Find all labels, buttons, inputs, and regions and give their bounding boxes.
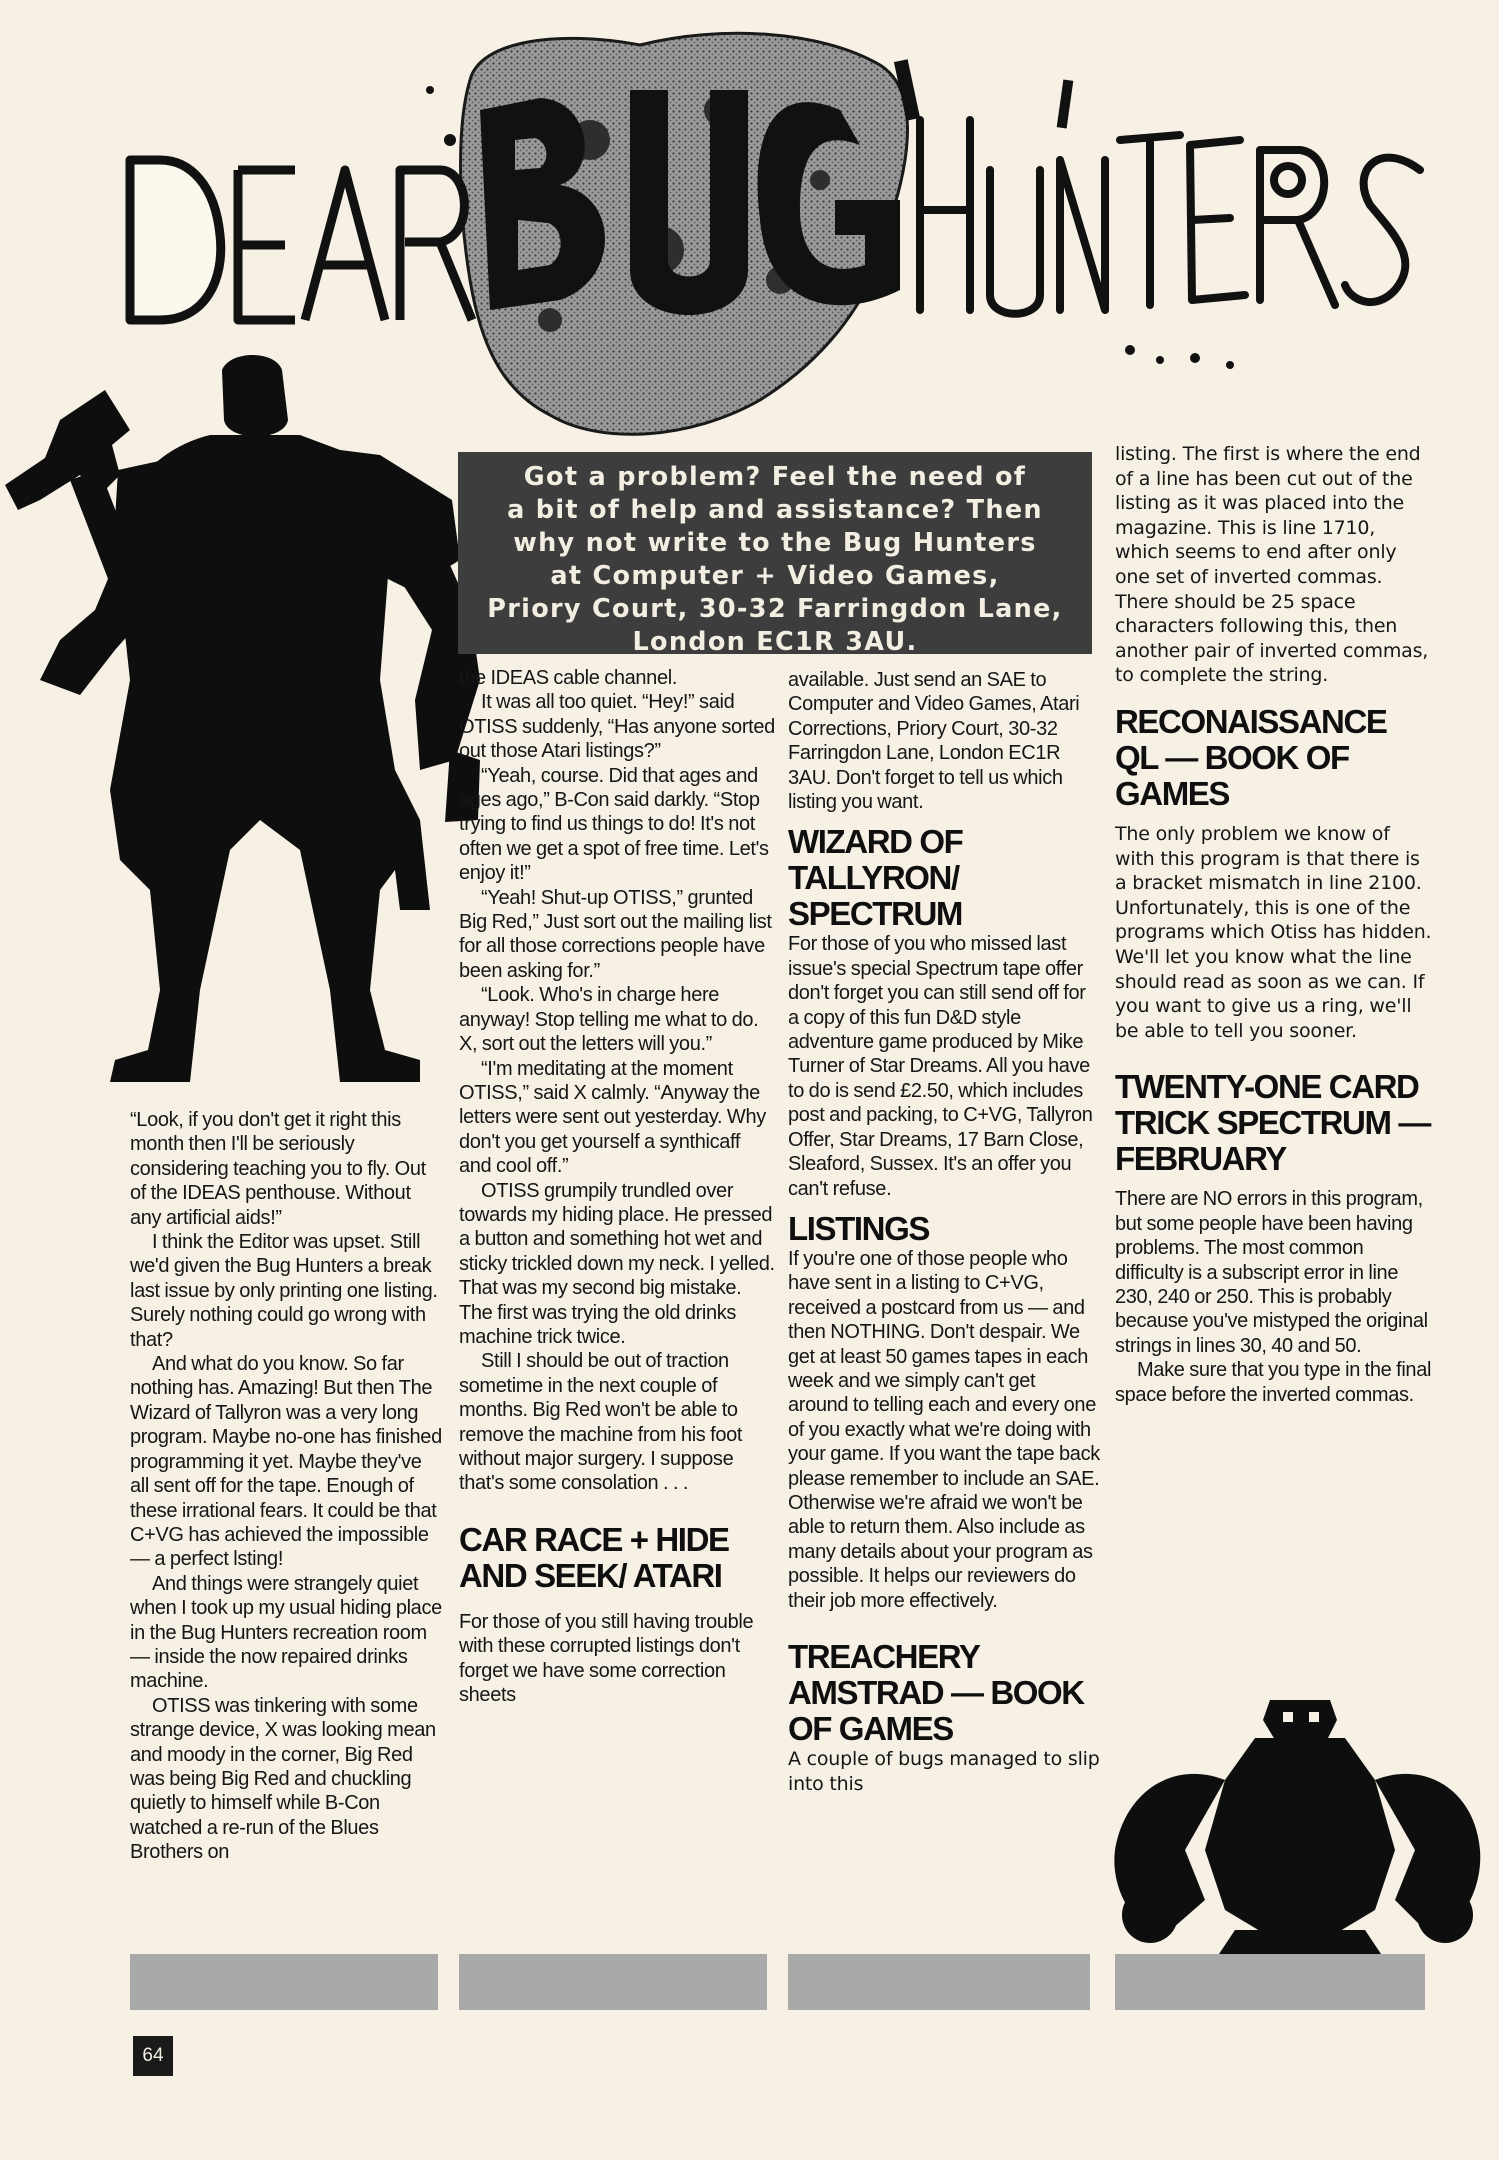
- col2-paragraph: “Yeah! Shut-up OTISS,” grunted Big Red,” Just sort out the mailing list for all those corrections people have been asking for.”: [459, 886, 772, 982]
- intro-text: Got a problem? Feel the need of a bit of help and assistance? Then why not write to the Bug Hunters at Computer + Video Games, Priory Court, 30-32 Farringdon Lane, London EC1R 3AU.: [487, 462, 1063, 657]
- heading-twenty-one-card-trick: TWENTY-ONE CARD TRICK SPECTRUM — FEBRUARY: [1115, 1068, 1430, 1178]
- col4-paragraph: listing. The first is where the end of a line has been cut out of the listing as it was placed into the magazine. This is line 1710, which seems to end after only one set of inverted commas. There should be 25 space characters following this, then another pair of inverted commas, to complete the string.: [1115, 443, 1429, 687]
- col2-paragraph: For those of you still having trouble with these corrupted listings don't forget we have some correction sheets: [459, 1610, 754, 1707]
- soldier-icon: [0, 350, 492, 1110]
- col2-paragraph: “Yeah, course. Did that ages and ages ago,” B-Con said darkly. “Stop trying to find us things to do! It's not often we get a spot of free time. Let's enjoy it!”: [459, 764, 769, 885]
- footer-bar: [459, 1954, 767, 2010]
- col1-paragraph: And what do you know. So far nothing has. Amazing! But then The Wizard of Tallyron was a very long program. Maybe no-one has finished programming it yet. Maybe they've all sent off for the tape. Enough of these irrational fears. It could be that C+VG has achieved the impossible — a perfect lsting!: [130, 1353, 442, 1571]
- heading-reconaissance: RECONAISSANCE QL — BOOK OF GAMES: [1115, 702, 1387, 812]
- col1-paragraph: I think the Editor was upset. Still we'd given the Bug Hunters a break last issue by only printing one listing. Surely nothing could go wrong with that?: [130, 1231, 438, 1351]
- col2-paragraph: It was all too quiet. “Hey!” said OTISS suddenly, “Has anyone sorted out those Atari listings?”: [459, 691, 775, 763]
- col3-paragraph: For those of you who missed last issue's special Spectrum tape offer don't forget you can still send off for a copy of this fun D&D style adventure game produced by Mike Turner of Star Dreams. All you have to do is send £2.50, which includes post and packing, to C+VG, Tallyron Offer, Star Dreams, 17 Barn Close, Sleaford, Sussex. It's an offer you can't refuse.: [788, 933, 1093, 1200]
- col3-paragraph: available. Just send an SAE to Computer and Video Games, Atari Corrections, Priory Court, 30-32 Farringdon Lane, London EC1R 3AU. Don't forget to tell us which listing you want.: [788, 669, 1080, 814]
- footer-bar: [788, 1954, 1090, 2010]
- hunters-letters: [920, 120, 1420, 314]
- robot-silhouette: [1105, 1700, 1485, 1970]
- intro-box: [458, 452, 1092, 657]
- col2-paragraph: OTISS grumpily trundled over towards my hiding place. He pressed a button and something hot wet and sticky trickled down my neck. I yelled. That was my second big mistake. The first was trying the old drinks machine trick twice.: [459, 1179, 775, 1348]
- heading-treachery: TREACHERY AMSTRAD — BOOK OF GAMES: [788, 1638, 1084, 1747]
- page-number: 64: [133, 2036, 173, 2076]
- col2-paragraph: Still I should be out of traction sometime in the next couple of months. Big Red won't be able to remove the machine from his foot without major surgery. I suppose that's some consolation . . .: [459, 1350, 743, 1495]
- soldier-silhouette: [0, 350, 492, 1110]
- col4-paragraph: Make sure that you type in the final space before the inverted commas.: [1115, 1359, 1432, 1406]
- heading-car-race: CAR RACE + HIDE AND SEEK/ ATARI: [459, 1520, 729, 1594]
- footer-bar: [1115, 1954, 1425, 2010]
- col3-paragraph: If you're one of those people who have sent in a listing to C+VG, received a postcard from us — and then NOTHING. Don't despair. We get at least 50 games tapes in each week and we simply can't get around to telling each and every one of you exactly what we're doing with your game. If you want the tape back please remember to include an SAE. Otherwise we're afraid we won't be able to return them. Also include as many details about your program as possible. It helps our reviewers do their job more effectively.: [788, 1247, 1100, 1612]
- col4-paragraph: There are NO errors in this program, but some people have been having problems. The most common difficulty is a subscript error in line 230, 240 or 250. This is probably because you've mistyped the original strings in lines 30, 40 and 50.: [1115, 1188, 1428, 1357]
- column-3: [788, 668, 1100, 1796]
- column-2: [459, 666, 775, 1707]
- heading-listings: LISTINGS: [788, 1209, 929, 1247]
- column-4: [1115, 442, 1435, 1407]
- col1-paragraph: OTISS was tinkering with some strange device, X was looking mean and moody in the corner, Big Red was being Big Red and chuckling quietly to himself while B-Con watched a re-run of the Blues Brothers on: [130, 1694, 436, 1864]
- dear-letters: [130, 160, 472, 320]
- col3-paragraph: A couple of bugs managed to slip into this: [788, 1748, 1100, 1795]
- robot-icon: [1105, 1700, 1485, 1970]
- col4-paragraph: The only problem we know of with this program is that there is a bracket mismatch in line 2100. Unfortunately, this is one of the programs which Otiss has hidden. We'll let you know what the line should read as soon as we can. If you want to give us a ring, we'll be able to tell you sooner.: [1115, 822, 1432, 1042]
- col2-paragraph: “Look. Who's in charge here anyway! Stop telling me what to do. X, sort out the letters will you.”: [459, 984, 759, 1056]
- col1-paragraph: “Look, if you don't get it right this month then I'll be seriously considering teaching you to fly. Out of the IDEAS penthouse. Without any artificial aids!”: [130, 1109, 426, 1229]
- heading-wizard-of-tallyron: WIZARD OF TALLYRON/ SPECTRUM: [788, 823, 963, 933]
- col1-paragraph: And things were strangely quiet when I took up my usual hiding place in the Bug Hunters recreation room — inside the now repaired drinks machine.: [130, 1572, 442, 1693]
- column-1: [130, 1108, 442, 1865]
- col2-paragraph: “I'm meditating at the moment OTISS,” said X calmly. “Anyway the letters were sent out yesterday. Why don't you get yourself a synthicaff and cool off.”: [459, 1057, 766, 1178]
- col2-paragraph: the IDEAS cable channel.: [459, 667, 678, 689]
- footer-bar: [130, 1954, 438, 2010]
